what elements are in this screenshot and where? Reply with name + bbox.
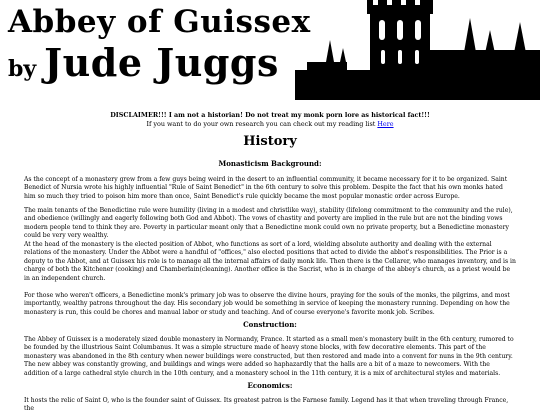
paragraph-monasticism-1: As the concept of a monastery grew from a few guys being weird in the desert to an influential community, it became necessary for it to be organized. Saint Benedict of Nursia wrote his highly influential "Rule of Saint Benedict" in the 6th century to solve this problem. Despite the fact that his own monks hated him so much they tried to poison him more than once, Saint Benedict's rule quickly became the most popular monastic order across Europe.: [24, 176, 508, 200]
abbey-skyline-silhouette: [295, 0, 540, 100]
disclaimer-text: If you want to do your own research you can check out my reading list: [146, 119, 376, 128]
author-name: Jude Juggs: [44, 40, 279, 85]
site-banner: [0, 0, 540, 100]
disclaimer-bold-text: DISCLAIMER!!! I am not a historian! Do not treat my monk porn lore as historical fact!!!: [110, 111, 430, 119]
disclaimer: [0, 111, 540, 128]
reading-list-link[interactable]: Here: [377, 119, 394, 128]
paragraph-monasticism-2: The main tenants of the Benedictine rule were humility (living in a modest and christlike way), stability (lifelong commitment to the community and the rule), and obedience (willingly and eagerly following both God and Abbot). The vows of chastity and poverty are implied in the rule but are not the binding vows modern people tend to think they are. Poverty in particular meant only that a Benedictine monk could own no private property, but a Benedictine monastery could be very very wealthy.: [24, 207, 513, 240]
paragraph-construction-1: The Abbey of Guissex is a moderately sized double monastery in Normandy, France. It started as a small men's monastery built in the 6th century, rumored to be founded by the illustrious Saint Columbanus. It was a simple structure made of heavy stone blocks, with few decorative elements. This part of the monastery was abandoned in the 8th century when newer buildings were constructed, but then restored and made into a convent for nuns in the 9th century. The new abbey was constantly growing, and buildings and wings were added so haphazardly that the halls are a bit of a maze to newcomers. With the addition of a large cathedral style church in the 10th century, and a monastery school in the 11th century, it is a mix of architectural styles and materials.: [24, 336, 514, 377]
paragraph-economics-1: It hosts the relic of Saint O, who is the founder saint of Guissex. Its greatest patron is the Farnese family. Legend has it that when traveling through France, the: [24, 397, 509, 413]
byline-by: by: [8, 56, 37, 82]
section-title-construction: Construction:: [243, 320, 297, 329]
site-title: Abbey of Guissex: [8, 4, 311, 40]
paragraph-monasticism-4: For those who weren't officers, a Benedictine monk's primary job was to observe the divine hours, praying for the souls of the monks, the pilgrims, and most importantly, wealthy patrons throughout the day. His secondary job would be something in service of keeping the monastery running. Depending on how the monastery is run, this could be chores and manual labor or study and teaching. And of course everyone's favorite monk job. Scribes.: [24, 292, 510, 316]
site-byline: [8, 40, 279, 85]
paragraph-monasticism-3: At the head of the monastery is the elected position of Abbot, who functions as sort of a lord, wielding absolute authority and dealing with the external relations of the monastery. Under the Abbot were a handful of "offices," also elected positions that acted to divide the abbot's responsibilities. The Prior is a deputy to the Abbot, and at Guissex his role is to manage all the internal affairs of daily monk life. Then there is the Cellarer, who manages inventory, and is in charge of both the Kitchener (cooking) and Chamberlain(cleaning). Another office is the Sacrist, who is in charge of the abbey's church, as a priest would be in an independent church.: [24, 241, 516, 282]
section-title-economics: Economics:: [247, 381, 293, 390]
page-heading: History: [243, 134, 297, 149]
section-title-monasticism: Monasticism Background:: [218, 159, 322, 168]
